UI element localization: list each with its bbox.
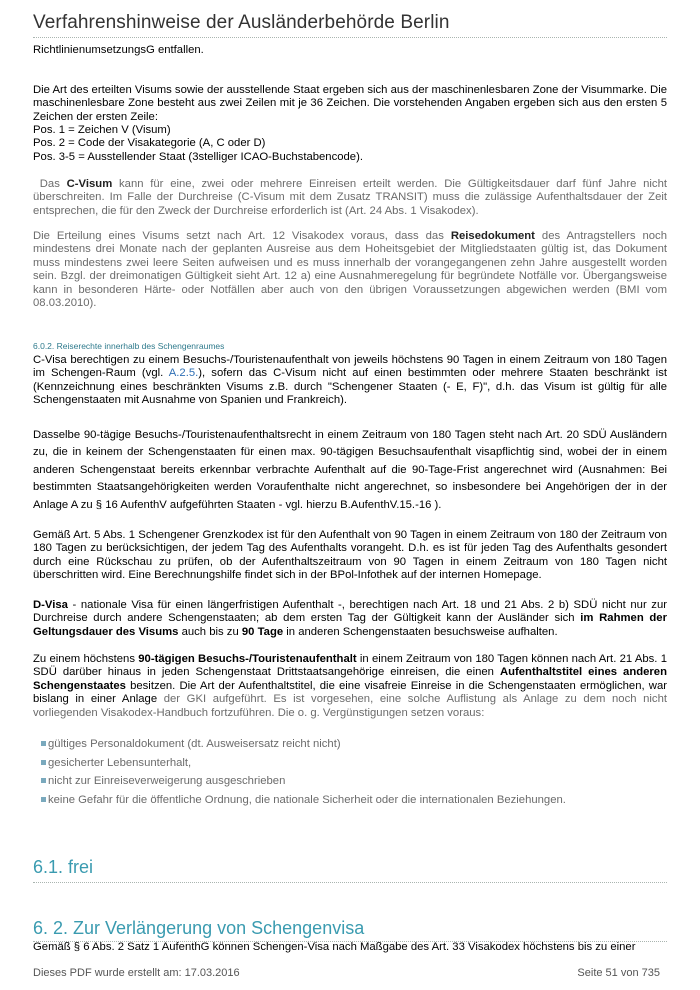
list-item-text: gültiges Personaldokument (dt. Ausweisersatz reicht nicht) <box>48 738 341 750</box>
footer-created-date: Dieses PDF wurde erstellt am: 17.03.2016 <box>33 967 240 979</box>
bullet-icon <box>41 778 46 783</box>
list-item-text: keine Gefahr für die öffentliche Ordnung, die nationale Sicherheit oder die internationalen Beziehungen. <box>48 794 566 807</box>
d-visa-mid2: auch bis zu <box>178 625 242 638</box>
besuch-bold: 90-tägigen Besuchs-/Touristenaufenthalt <box>138 653 357 665</box>
list-item-text: gesicherter Lebensunterhalt, <box>48 756 192 769</box>
paragraph-visum-art: Die Art des erteilten Visums sowie der ausstellende Staat ergeben sich aus der maschinenlesbaren Zone der Visummarke. Die maschinenlesbare Zone besteht aus zwei Zeilen mit je 36 Zeichen. Die vorstehenden Angaben ergeben sich aus den ersten 5 Zeichen der ersten Zeile: <box>33 84 667 123</box>
header-divider <box>33 37 667 38</box>
page-header-title: Verfahrenshinweise der Ausländerbehörde Berlin <box>33 12 450 33</box>
list-item-text: nicht zur Einreiseverweigerung ausgeschrieben <box>48 775 286 788</box>
d-visa-mid: - nationale Visa für einen längerfristigen Aufenthalt -, berechtigen nach Art. 18 und 21 Abs. 2 b) SDÜ nicht nur zur Durchreise durch andere Schengenstaaten; ab dem ersten Tag der Gültigkeit kann der Ausländer sich <box>33 599 667 625</box>
c-visa-post: ), sofern das C-Visum nicht auf einen bestimmten oder mehrere Staaten beschränkt ist (Kennzeichnung eines beschränkten Visums z.B. durch "Schengener Staaten (- E, F)", d.h. das Visum ist gültig für alle Schengenstaaten mit Ausnahme von Spanien und Frankreich). <box>33 367 667 407</box>
position-3-5: Pos. 3-5 = Ausstellender Staat (3stelliger ICAO-Buchstabencode). <box>33 151 363 163</box>
position-2: Pos. 2 = Code der Visakategorie (A, C oder D) <box>33 137 266 149</box>
reference-link-a-2-5[interactable]: A.2.5. <box>168 367 199 380</box>
list-item <box>41 738 661 757</box>
footer-page-number: Seite 51 von 735 <box>577 967 660 979</box>
d-visa-bold: D-Visa <box>33 599 68 611</box>
section-divider <box>33 882 667 883</box>
section-heading-6-2: 6. 2. Zur Verlängerung von Schengenvisa <box>33 918 365 938</box>
paragraph-c-visa-berechtigen <box>33 354 667 408</box>
d-visa-geltungsdauer: im Rahmen der Geltungsdauer des Visums <box>33 612 667 638</box>
requirements-list <box>41 738 661 813</box>
reisedokument-pre: Die Erteilung eines Visums setzt nach Art. 12 Visakodex voraus, dass das <box>33 230 451 242</box>
paragraph-grenzkodex: Gemäß Art. 5 Abs. 1 Schengener Grenzkodex ist für den Aufenthalt von 90 Tagen in einem Zeitraum von 180 der Zeitraum von 180 Tagen zu berücksichtigen, der jedem Tag des Aufenthalts vorangeht. D.h. es ist für jeden Tag des Aufenthalts gesondert durch eine Rückschau zu prüfen, ob der Aufenthaltszeitraum von 90 Tagen in einem Zeitraum von 180 Tagen nicht überschritten wird. Eine Berechnungshilfe findet sich in der BPol-Infothek auf der internen Homepage. <box>33 529 667 582</box>
besuch-gray: der GKI aufgeführt. Es ist vorgesehen, eine solche Auflistung als Anlage zu dem noch nicht vorliegenden Visakodex-Handbuch fortzuführen. Die o. g. Vergünstigungen setzen voraus: <box>33 693 667 719</box>
bullet-icon <box>41 741 46 746</box>
paragraph-90-taegig <box>33 653 667 720</box>
aufenthaltstitel-bold: Aufenthaltstitel eines anderen Schengenstaates <box>33 666 667 692</box>
paragraph-art-20-sdue: Dasselbe 90-tägige Besuchs-/Touristenaufenthaltsrecht in einem Zeitraum von 180 Tagen steht nach Art. 20 SDÜ Ausländern zu, die in keinem der Schengenstaaten für einen max. 90-tägigen Besuchsaufenthalt visapflichtig sind, wobei der in einem anderen Schengenstaat bereits erkennbar verbrachte Aufenthalt auf die 90-Tage-Frist angerechnet wird (Ausnahmen: Bei bestimmten Staatsangehörigkeiten werden Voraufenthalte nicht angerechnet, so insbesondere bei Angehörigen der in der Anlage A zu § 16 AufenthV aufgeführten Staaten - vgl. hierzu B.AufenthV.15.-16 ). <box>33 429 667 511</box>
list-item <box>41 775 661 794</box>
besuch-mid2: besitzen. Die Art der Aufenthaltstitel, die eine visafreie Einreise in die Schengenstaaten ermöglichen, war bislang in einer Anlage <box>33 679 667 706</box>
paragraph-d-visa <box>33 599 667 639</box>
subsection-heading-6-0-2: 6.0.2. Reiserechte innerhalb des Schengenraumes <box>33 341 225 351</box>
besuch-mid: in einem Zeitraum von 180 Tagen können nach Art. 21 Abs. 1 SDÜ darüber hinaus in jeden Schengenstaat Drittstaatsangehörige einreisen, die einen <box>33 653 667 679</box>
d-visa-90-tage: 90 Tage <box>241 625 284 638</box>
list-item <box>41 794 661 813</box>
besuch-pre: Zu einem höchstens <box>33 653 139 665</box>
position-1: Pos. 1 = Zeichen V (Visum) <box>33 124 171 136</box>
paragraph-richtlinien: RichtlinienumsetzungsG entfallen. <box>33 44 204 56</box>
paragraph-verlaengerung: Gemäß § 6 Abs. 2 Satz 1 AufenthG können Schengen-Visa nach Maßgabe des Art. 33 Visakodex höchstens bis zu einer <box>33 941 636 953</box>
reisedokument-bold: Reisedokument <box>450 230 535 242</box>
c-visa-pre: C-Visa berechtigen zu einem Besuchs-/Touristenaufenthalt von jeweils höchstens 90 Tagen in einem Zeitraum von 180 Tagen im Schengen-Raum (vgl. <box>33 354 667 380</box>
reisedokument-post: des Antragstellers noch mindestens drei Monate nach der geplanten Ausreise aus dem Hoheitsgebiet der Mitgliedstaaten gültig ist, das Dokument muss mindestens zwei leere Seiten aufweisen und es muss innerhalb der vorangegangenen zehn Jahre ausgestellt worden sein. Bzgl. der dreimonatigen Gültigkeit sieht Art. 12 a) eine Ausnahmeregelung für begründete Notfälle vor. Übergangsweise kann in besonderen Härte- oder Notfällen aber auch von den übrigen Voraussetzungen abgewichen werden (BMI vom 08.03.2010). <box>33 230 667 310</box>
section-heading-6-1: 6.1. frei <box>33 857 94 877</box>
list-item <box>41 757 661 776</box>
c-visum-post: kann für eine, zwei oder mehrere Einreisen erteilt werden. Die Gültigkeitsdauer darf fünf Jahre nicht überschreiten. Im Falle der Durchreise (C-Visum mit dem Zusatz TRANSIT) muss die zulässige Aufenthaltsdauer der Zeit entsprechen, die für den Zweck der Durchreise erforderlich ist (Art. 24 Abs. 1 Visakodex). <box>33 178 667 217</box>
paragraph-c-visum <box>33 178 667 218</box>
bullet-icon <box>41 760 46 765</box>
bullet-icon <box>41 797 46 802</box>
c-visum-pre: Das <box>39 178 67 190</box>
paragraph-reisedokument <box>33 230 667 310</box>
c-visum-bold: C-Visum <box>66 178 113 190</box>
d-visa-post: in anderen Schengenstaaten besuchsweise aufhalten. <box>283 625 558 638</box>
